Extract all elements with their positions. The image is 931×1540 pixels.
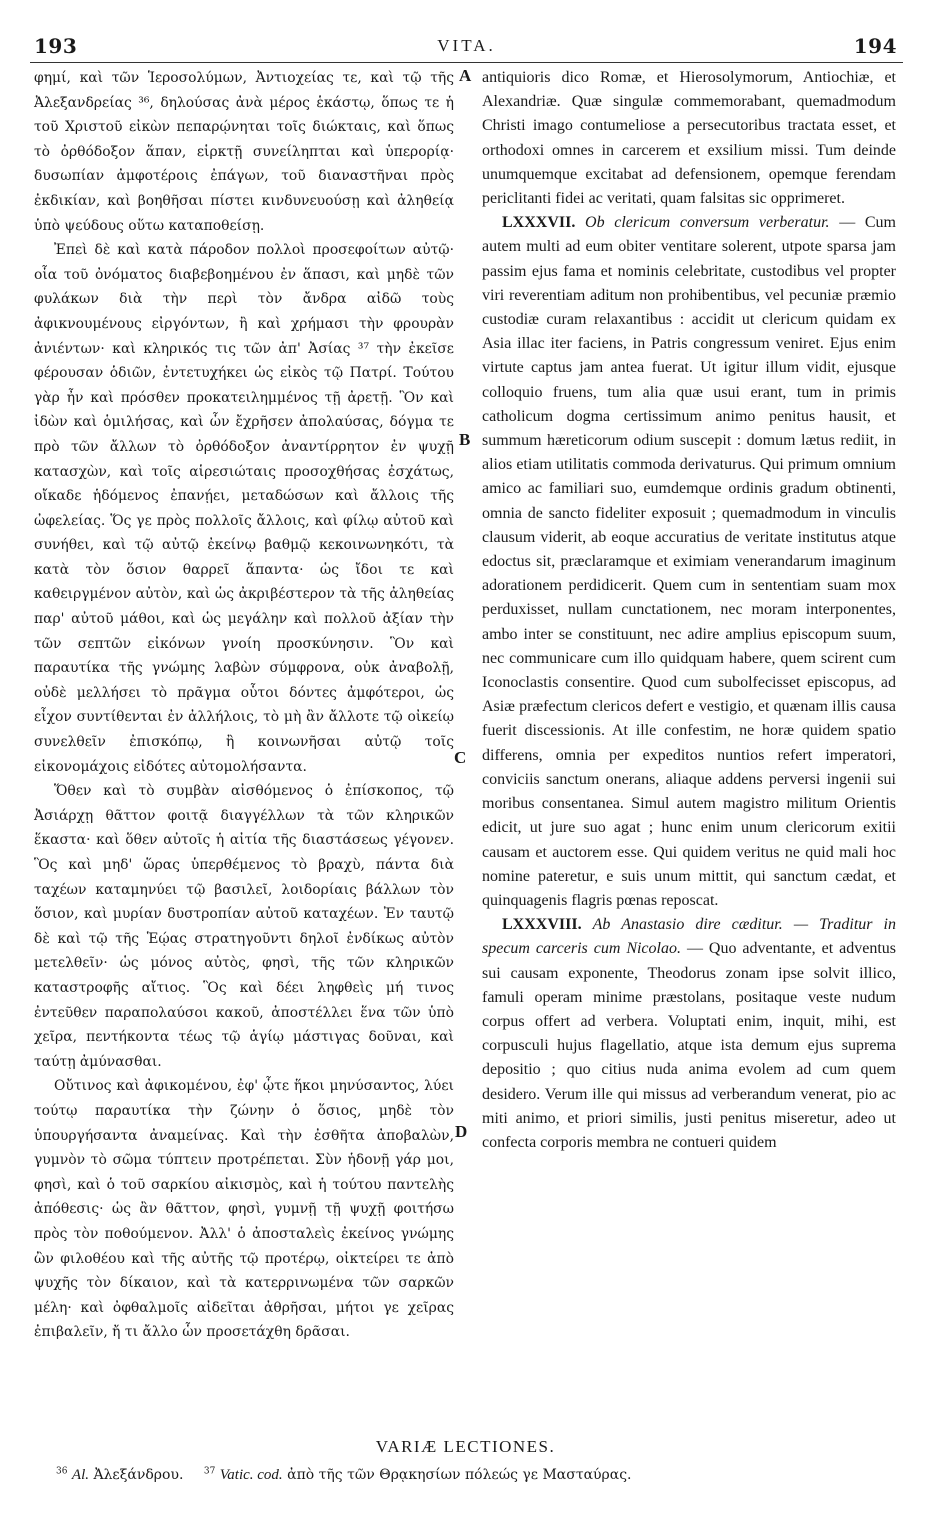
- footnote-37-mark: 37: [203, 1466, 216, 1476]
- chapter-87: [482, 211, 896, 913]
- greek-paragraph-3: Ὅθεν καὶ τὸ συμβὰν αἰσθόμενος ὁ ἐπίσκοπος, τῷ Ἀσιάρχῃ θᾶττον φοιτᾷ διαγγέλλων τὰ τῶν κληρικῶν ἕκαστα· καὶ ὅθεν αὐτοῖς ἡ αἰτία τῆς διαστάσεως γέγονεν. Ὃς καὶ μηδ' ὥρας ὑπερθέμενος τὸ βραχὺ, πάντα διὰ ταχέων καταμηνύει τῷ βασιλεῖ, λοιδορίαις βάλλων τὸν ὅσιον, καὶ μυρίαν δυστροπίαν αὐτοῦ καταχέων. Ἐν ταυτῷ δὲ καὶ τῷ τῆς Ἑῴας στρατηγοῦντι δηλοῖ ἐνδίκως αὐτὸν μετελθεῖν· ὡς μόνος αὐτὸς, φησὶ, τῆς τῶν κληρικῶν καταστροφῆς αἴτιος. Ὃς καὶ δέει ληφθεὶς μή τινος ἐντεῦθεν παραπολαύσοι κακοῦ, ἀποστέλλει ἕνα τῶν ὑπὸ χεῖρα, πεντήκοντα τέως τῷ ἁγίῳ μάστιγας δοῦναι, καὶ ταύτῃ ἀμύνασθαι.: [34, 783, 454, 1070]
- chapter-88-text: — Quo adventante, et adventus sui causam exponente, Theodorus zonam ipse solvit illico, famuli operam minime præstolans, positaque veste nudum corpus offert ad verbera. Voluptati enim, inquit, mihi, est corpusculi hujus flagellatio, atque ista demum ejus suprema depositio ; quo citius nuda anima evolem ad cum quem desidero. Verum ille qui missus ad verberandum venerat, pio ac miti animo, et priori similis, justi penitus miseretur, adeo ut confecta corporis membra ne contueri quidem: [482, 940, 896, 1151]
- footnote-37: [204, 1467, 632, 1483]
- margin-letter-a: A: [459, 66, 472, 85]
- chapter-88-number: LXXXVIII.: [502, 916, 582, 934]
- footnote-37-label: Vatic. cod.: [219, 1466, 283, 1483]
- greek-column: [34, 66, 454, 1345]
- running-title: VITA.: [437, 36, 496, 55]
- footnote-36-text: Ἀλεξάνδρου.: [93, 1466, 184, 1483]
- chapter-88-title: Ab Anastasio dire cæditur. — Traditur in specum carceris cum Nicolao.: [482, 916, 897, 958]
- variae-lectiones-title: VARIÆ LECTIONES.: [375, 1437, 556, 1456]
- footnote-36-label: Al.: [71, 1466, 89, 1483]
- greek-paragraph-1: φημί, καὶ τῶν Ἱεροσολύμων, Ἀντιοχείας τε, καὶ τῷ τῆς Ἀλεξανδρείας ³⁶, δηλούσας ἀνὰ μέρος ἑκάστῳ, ὅπως τε ἡ τοῦ Χριστοῦ εἰκὼν πεπαρῴνηται τοῖς διώκταις, καὶ ὅπως τὸ ὀρθόδοξον ἅπαν, εἱρκτῇ συνείληπται καὶ ὑπερορίᾳ· δυσωπίαν ἀμφοτέροις ἐπάγων, τοῦ διαναστῆναι πρὸς ἐκδικίαν, καὶ βοηθῆσαι πίστει κινδυνευούσῃ καὶ ἀληθείᾳ ὑπὸ ψεύδους οὕτω καταποθείσῃ.: [34, 70, 454, 234]
- chapter-87-title: Ob clericum conversum verberatur.: [585, 214, 830, 232]
- header-rule: [30, 62, 903, 63]
- greek-paragraph-2: Ἐπεὶ δὲ καὶ κατὰ πάροδον πολλοὶ προσεφοίτων αὐτῷ· οἷα τοῦ ὀνόματος διαβεβοημένου ἐν ἅπασι, καὶ μηδὲ τῶν φυλάκων διὰ τὴν περὶ τὸν ἄνδρα αἰδῶ τοὺς ἀφικνουμένους εἰργόντων, ἢ καὶ χρήμασι τὴν φρουρὰν ἀνιέντων· καὶ κληρικός τις τῶν ἀπ' Ἀσίας ³⁷ τὴν ἐκεῖσε φέρουσαν ὁδιῶν, ἐντετυχήκει ὡς εἰκὸς τῷ Πατρί. Τούτου γὰρ ἦν καὶ πρόσθεν προκατειλημμένος τῇ ἀρετῇ. Ὃν καὶ ἰδὼν καὶ ὁμιλήσας, καὶ ὧν ἔχρῆσεν ἀπολαύσας, δόγμα τε πρὸ τῶν ἄλλων τὸ ὀρθόδοξον ἀναντίρρητον ἐν ψυχῇ κατασχὼν, καὶ τοῖς αἱρεσιώταις προσοχθήσας ἐσχάτως, οἴκαδε ἡδόμενος ἐπανῄει, μεταδώσων καὶ ἄλλοις τῆς ὠφελείας. Ὅς γε πρὸς πολλοῖς ἄλλοις, καὶ φίλῳ αὐτοῦ καὶ συνήθει, καὶ τῷ αὐτῷ ἐκείνῳ βαθμῷ κεκοινωνηκότι, τὰ κατὰ τὸν ὅσιον θαρρεῖ ἅπαντα· ὡς ἴδοι τε καὶ καθειργμένον αὐτὸν, καὶ ὡς ἀκριβέστερον τὰ τῆς ἀληθείας παρ' αὐτοῦ μάθοι, καὶ ὡς μεγάλην καὶ πολλοῦ ἀξίαν τὴν τῶν σεπτῶν εἰκόνων γνοίη προσκύνησιν. Ὃν καὶ παραυτίκα τῆς γνώμης λαβὼν σύμφρονα, οὐκ ἀναβολῇ, οὐδὲ μελλήσει τὸ πρᾶγμα οὗτοι δόντες ἀμφότεροι, ὡς εἶχον συντίθενται ἐν ἀλλήλοις, τὸ μὴ ἂν ἄλλοτε τῷ οἰκείῳ συνελθεῖν ἐπισκόπῳ, ἢ κοινωνῆσαι αὐτῷ τοῖς εἰκονομάχοις εἰδότες αὐτομολήσαντα.: [34, 242, 454, 775]
- chapter-87-text: — Cum autem multi ad eum obiter ventitare solerent, utpote sparsa jam passim ejus fama et nominis celebritate, custodibus vel propter viri reverentiam aditum non prohibentibus, vel pecuniæ præmio custodiæ curam relaxantibus : accidit ut clericum quidam ex Asia illac iter faciens, in Patris congressum veniret. Ejus enim virtute captus jam antea fuerat. Ut igitur illum vidit, ejusque colloquio fruens, tum alia quæ usui erant, tum in primis catholicum dogma certissimum animo penitus hausit, et summum hæreticorum odium suscepit : domum lætus rediit, in alios etiam utilitatis commoda derivaturus. Qui primum omnium amico ac familiari suo, eumdemque ordinis gradum obtinenti, omnia de sancto fideliter exposuit ; quemadmodum in vinculis clausum viderit, ab eoque accuratius de veritate institutus atque edoctus sit, præclaramque et eximiam venerandarum imaginum adorationem perdidicerit. Quem cum in sententiam suam mox perduxisset, nullam cunctationem, nec moram interponentes, ambo inter se constituunt, nec adire amplius episcopum suum, nec communicare cum illo quidquam habere, quem scirent cum Iconoclastis consentire. Quod cum subolfecisset episcopus, ad Asiæ præfectum clericos defert e vestigio, et quænam illis causa fuerit discessionis. At ille confestim, ne horæ quidem spatio differens, omnia per expeditos nuntios refert imperatori, conviciis sanctum onerans, aliaque addens perversi ingenii sui moribus consentanea. Simul autem magistro militum Orientis edicit, ut jure suo agat ; hunc enim unum clericorum exitii causam et auctorem esse. Qui quidem veritus ne quid mali hoc nomine pateretur, e suis unum mittit, qui sanctum cædat, et quinquagenis flagris pœnas reposcat.: [482, 214, 896, 909]
- left-page-number: 193: [34, 34, 78, 58]
- running-head: [30, 34, 903, 60]
- chapter-87-number: LXXXVII.: [502, 214, 576, 232]
- footnote-36: [56, 1467, 188, 1483]
- latin-column: [482, 66, 896, 1155]
- margin-letter-d: D: [455, 1122, 468, 1141]
- latin-intro-paragraph: antiquioris dico Romæ, et Hierosolymorum, Antiochiæ, et Alexandriæ. Quæ singulæ commemorabant, quemadmodum Christi imago contumeliose a persecutoribus tractata esset, et orthodoxi omnes in carcerem et exsilium missi. Tum deinde unumquemque excitabat ad defensionem, opemque ferendam periclitanti fidei ac veritati, quam falsitas sic opprimeret.: [482, 69, 896, 208]
- greek-paragraph-4: Οὔτινος καὶ ἀφικομένου, ἐφ' ᾧτε ἥκοι μηνύσαντος, λύει τούτῳ παραυτίκα τὴν ζώνην ὁ ὅσιος, μηδὲ τὸν ὑπουργήσαντα ἀναμείνας. Καὶ τὴν ἐσθῆτα ἀποβαλὼν, γυμνὸν τὸ σῶμα τύπτειν προτρέπεται. Σὺν ἡδονῇ γάρ μοι, φησὶ, καὶ ὁ τοῦ σαρκίου αἰκισμὸς, καὶ ἡ τούτου παντελὴς ἀπόθεσις· ὡς ἂν θᾶττον, φησὶ, γυμνῇ τῇ ψυχῇ φοιτήσω πρὸς τὸν ποθούμενον. Ἀλλ' ὁ ἀποσταλεὶς ἐκείνος γνώμης ὢν φιλοθέου καὶ τῆς αὐτῆς τῷ προτέρῳ, οἰκτείρει τε ἀπὸ ψυχῆς τὸν δίκαιον, καὶ τὰ κατερρινωμένα τῶν σαρκῶν μέλη· καὶ ὀφθαλμοῖς αἰδεῖται ἀθρῆσαι, μήτοι γε χεῖρας ἐπιβαλεῖν, ἤ τι ἄλλο ὧν προσετάχθη δρᾶσαι.: [34, 1078, 454, 1341]
- footnote-36-mark: 36: [56, 1466, 68, 1476]
- footnote-37-text: ἀπὸ τῆς τῶν Θρᾳκησίων πόλεώς γε Μασταύρας.: [287, 1466, 632, 1483]
- margin-letter-c: C: [454, 748, 467, 767]
- right-page-number: 194: [853, 34, 897, 58]
- chapter-88: [482, 913, 896, 1155]
- variae-lectiones-notes: [56, 1466, 891, 1484]
- margin-letter-b: B: [459, 430, 471, 449]
